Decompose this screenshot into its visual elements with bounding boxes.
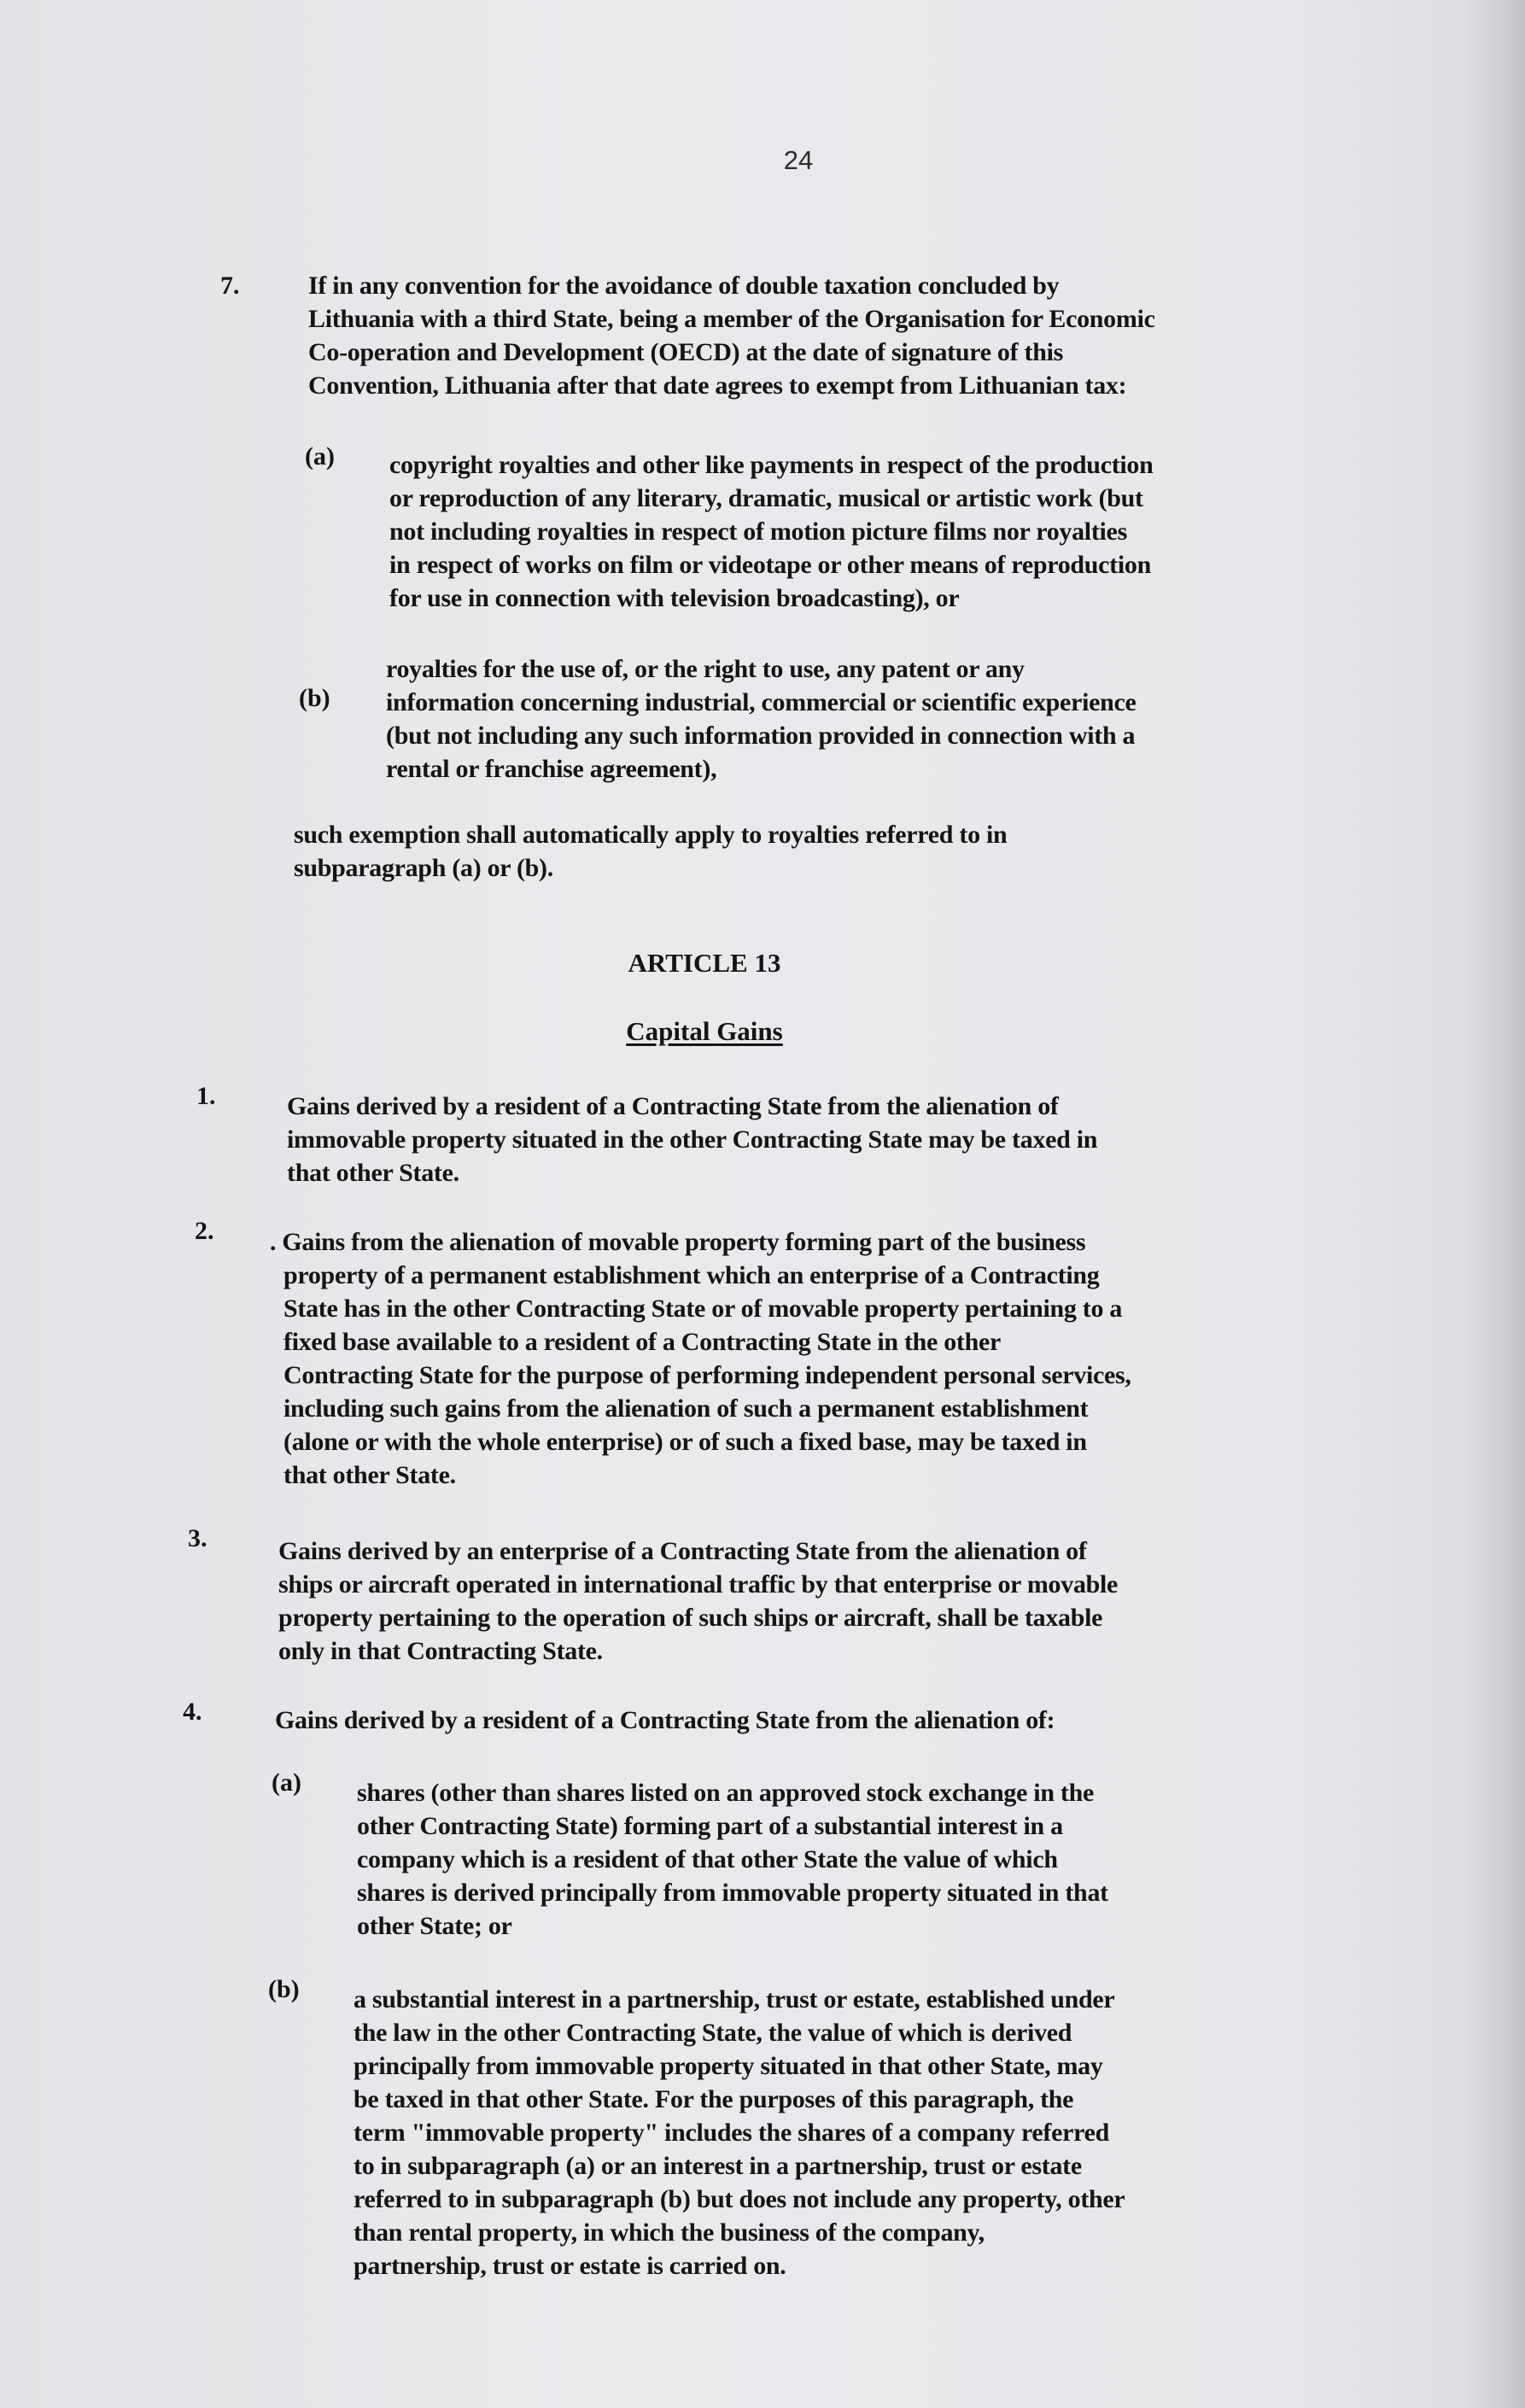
text-line: shares is derived principally from immovable property situated in that <box>357 1879 1108 1907</box>
text-line: . Gains from the alienation of movable property forming part of the business <box>270 1228 1086 1256</box>
paragraph-4-text <box>275 1704 1055 1737</box>
text-line: that other State. <box>283 1461 456 1489</box>
paragraph-4b-label: (b) <box>268 1975 300 2003</box>
text-line: Gains derived by a resident of a Contracting State from the alienation of <box>287 1092 1059 1120</box>
text-line: not including royalties in respect of motion picture films nor royalties <box>389 517 1127 546</box>
text-line: copyright royalties and other like payments in respect of the production <box>389 451 1154 479</box>
article-subtitle: Capital Gains <box>626 1016 783 1046</box>
text-line: such exemption shall automatically apply to royalties referred to in <box>294 821 1008 849</box>
text-line: rental or franchise agreement), <box>386 755 717 783</box>
text-line: (but not including any such information provided in connection with a <box>386 722 1136 750</box>
text-line: other Contracting State) forming part of a substantial interest in a <box>357 1812 1063 1840</box>
text-line: information concerning industrial, commercial or scientific experience <box>386 688 1136 716</box>
text-line: State has in the other Contracting State or of movable property pertaining to a <box>283 1295 1123 1323</box>
article-title: ARTICLE 13 <box>628 948 781 978</box>
paragraph-1-number: 1. <box>196 1082 216 1110</box>
text-line: fixed base available to a resident of a Contracting State in the other <box>283 1328 1002 1356</box>
text-line: that other State. <box>287 1159 459 1187</box>
text-line: to in subparagraph (a) or an interest in a partnership, trust or estate <box>353 2152 1082 2180</box>
paragraph-7b-text <box>386 652 1136 786</box>
text-line: or reproduction of any literary, dramatic, musical or artistic work (but <box>389 484 1143 512</box>
text-line: property pertaining to the operation of such ships or aircraft, shall be taxable <box>278 1604 1103 1632</box>
text-line: immovable property situated in the other Contracting State may be taxed in <box>287 1125 1098 1154</box>
text-line: be taxed in that other State. For the purposes of this paragraph, the <box>353 2085 1074 2113</box>
paragraph-7a-label: (a) <box>305 442 335 470</box>
text-line: principally from immovable property situated in that other State, may <box>353 2052 1103 2080</box>
text-line: Gains derived by an enterprise of a Contracting State from the alienation of <box>278 1537 1087 1565</box>
text-line: referred to in subparagraph (b) but does not include any property, other <box>353 2185 1125 2213</box>
paragraph-4-number: 4. <box>183 1698 202 1726</box>
paragraph-4a-label: (a) <box>272 1768 301 1797</box>
text-line: the law in the other Contracting State, the value of which is derived <box>353 2019 1072 2047</box>
text-line: other State; or <box>357 1912 512 1940</box>
text-line: including such gains from the alienation of such a permanent establishment <box>283 1394 1089 1423</box>
paragraph-2-text <box>270 1225 1131 1492</box>
text-line: term "immovable property" includes the shares of a company referred <box>353 2119 1110 2147</box>
paragraph-7-text <box>308 269 1155 402</box>
text-line: only in that Contracting State. <box>278 1637 603 1665</box>
text-line: Contracting State for the purpose of performing independent personal services, <box>283 1361 1131 1389</box>
text-line: shares (other than shares listed on an approved stock exchange in the <box>357 1779 1094 1807</box>
text-line: in respect of works on film or videotape or other means of reproduction <box>389 551 1151 579</box>
paragraph-4b-text <box>353 1983 1125 2282</box>
text-line: ships or aircraft operated in international traffic by that enterprise or movable <box>278 1570 1119 1599</box>
paragraph-7a-text <box>389 448 1154 615</box>
text-line: subparagraph (a) or (b). <box>294 854 553 882</box>
text-line: If in any convention for the avoidance of double taxation concluded by <box>308 272 1060 300</box>
text-line: partnership, trust or estate is carried on. <box>353 2252 786 2280</box>
text-line: royalties for the use of, or the right to use, any patent or any <box>386 655 1025 683</box>
paragraph-2-number: 2. <box>195 1217 214 1245</box>
paragraph-1-text <box>287 1090 1097 1189</box>
text-line: property of a permanent establishment which an enterprise of a Contracting <box>283 1261 1100 1289</box>
text-line: Lithuania with a third State, being a member of the Organisation for Economic <box>308 305 1155 333</box>
paragraph-7-closing <box>294 818 1007 885</box>
text-line: a substantial interest in a partnership, trust or estate, established under <box>353 1985 1115 2013</box>
paragraph-7b-label: (b) <box>299 684 330 712</box>
text-line: (alone or with the whole enterprise) or of such a fixed base, may be taxed in <box>283 1428 1087 1456</box>
paragraph-4a-text <box>357 1776 1108 1943</box>
text-line: Convention, Lithuania after that date agrees to exempt from Lithuanian tax: <box>308 371 1127 400</box>
text-line: than rental property, in which the business of the company, <box>353 2218 985 2247</box>
paragraph-3-text <box>278 1534 1118 1668</box>
page-number: 24 <box>783 145 814 175</box>
paragraph-3-number: 3. <box>188 1524 207 1552</box>
paragraph-7-number: 7. <box>220 272 240 300</box>
text-line: Gains derived by a resident of a Contracting State from the alienation of: <box>275 1706 1055 1734</box>
text-line: Co-operation and Development (OECD) at the date of signature of this <box>308 338 1063 366</box>
page-edge-shadow <box>1465 0 1525 2408</box>
text-line: for use in connection with television broadcasting), or <box>389 584 960 612</box>
text-line: company which is a resident of that other State the value of which <box>357 1845 1058 1873</box>
